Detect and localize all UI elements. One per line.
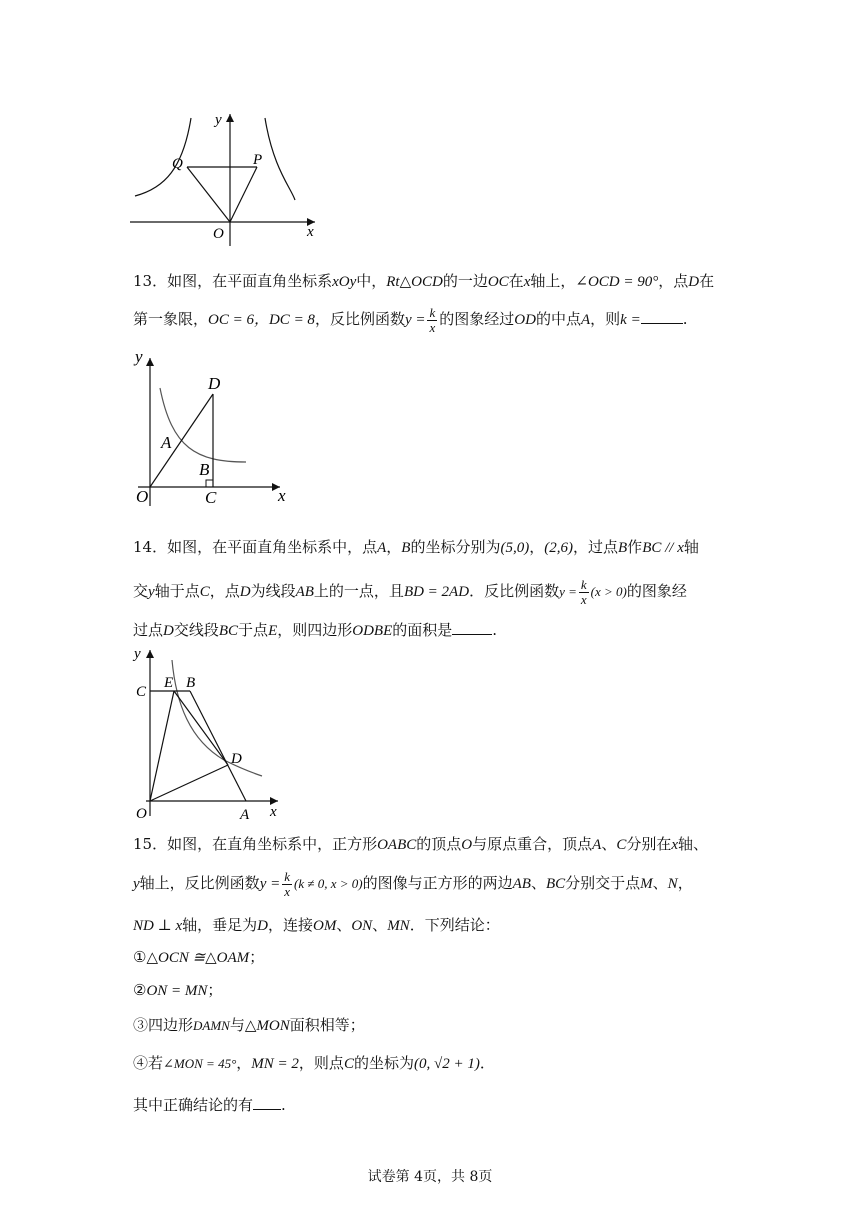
point-c-label: C [136,684,147,700]
q15-line-3: ND ⊥ x轴，垂足为D，连接OM、ON、MN．下列结论： [133,916,500,934]
origin-label: O [213,226,224,242]
figure-q12 [125,108,325,248]
q14-diagram [128,644,288,822]
q15-line-1: 15．如图，在直角坐标系中，正方形OABC的顶点O与原点重合，顶点A、C分别在x轴、 [133,835,709,853]
point-d-label: D [231,751,242,767]
answer-blank[interactable] [641,309,683,324]
point-d-label: D [208,374,221,393]
q13-diagram [128,348,298,508]
y-axis-label: y [215,112,222,128]
origin-label: O [136,806,147,822]
point-b-label: B [186,675,196,691]
point-e-label: E [164,675,174,691]
fraction-k-over-x: $\frac{k}{x}$ [429,305,436,335]
q15-conclusion-1: ①△OCN ≅△OAM； [133,948,265,966]
point-b-label: B [199,460,210,479]
point-a-label: A [240,807,250,823]
q13-line-1: 13．如图，在平面直角坐标系xOy中，Rt△OCD的一边OC在x轴上，∠OCD = 90°，点D在 [133,272,715,290]
page-footer: 试卷第 4页，共 8页 [367,1169,493,1185]
fraction-k-over-x: $\frac{k}{x}$ [284,869,290,899]
y-axis-label: y [135,347,143,366]
point-p-label: P [253,152,263,168]
q14-line-3: 过点D交线段BC于点E，则四边形ODBE的面积是 . [133,621,498,639]
y-axis-label: y [134,646,141,662]
q15-conclusion-4: ④若∠MON = 45°，MN = 2，则点C的坐标为(0, √2 + 1)． [133,1054,495,1072]
point-q-label: Q [172,156,183,172]
point-a-label: A [161,433,172,452]
fraction-k-over-x: $\frac{k}{x}$ [580,577,587,607]
answer-blank[interactable] [253,1095,281,1110]
x-axis-label: x [307,224,314,240]
answer-blank[interactable] [452,620,492,635]
x-axis-label: x [270,804,277,820]
origin-label: O [136,487,149,506]
figure-q14 [128,644,288,822]
q15-conclusion-3: ③四边形DAMN与△MON面积相等； [133,1016,365,1034]
q14-line-2: 交y轴于点C，点D为线段AB上的一点，且BD = 2AD．反比例函数y = $\frac{k}{x}$ (x > 0)的图象经 [133,577,687,607]
point-c-label: C [205,488,217,507]
q12-diagram [125,108,325,248]
q15-line-2: y轴上，反比例函数y = $\frac{k}{x}$ (k ≠ 0, x > 0)的图像与正方形的两边AB、BC分别交于点M、N， [133,869,693,899]
x-axis-label: x [278,486,286,505]
q14-line-1: 14．如图，在平面直角坐标系中，点A，B的坐标分别为(5,0)，(2,6)，过点B作BC // x轴 [133,538,699,556]
q15-last-line: 其中正确结论的有 . [133,1096,286,1114]
figure-q13 [128,348,298,508]
q13-line-2: 第一象限，OC = 6，DC = 8，反比例函数y = $\frac{k}{x}$ 的图象经过OD的中点A，则k = . [133,305,688,335]
q15-conclusion-2: ②ON = MN； [133,981,223,999]
